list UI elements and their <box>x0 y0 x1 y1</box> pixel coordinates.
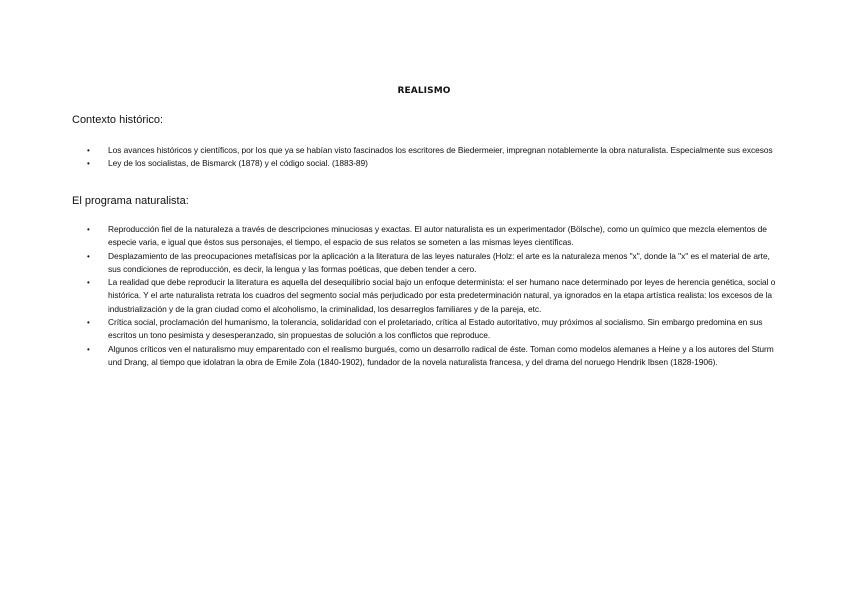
section-heading-programa: El programa naturalista: <box>72 195 189 207</box>
list-item-text: Los avances históricos y científicos, por los que ya se habían visto fascinados los escritores de Biedermeier, impregnan notablemente la obra naturalista. Especialmente sus excesos <box>108 145 773 155</box>
section-heading-contexto: Contexto histórico: <box>72 114 164 126</box>
list-item <box>87 250 777 277</box>
bullet-icon: • <box>87 318 90 328</box>
bullet-icon: • <box>87 251 90 261</box>
list-item <box>87 343 777 370</box>
bullet-icon: • <box>87 146 90 155</box>
bullet-icon: • <box>87 344 90 354</box>
contexto-list <box>87 144 777 171</box>
list-item <box>87 223 777 250</box>
list-item <box>87 276 777 316</box>
bullet-icon: • <box>87 278 90 288</box>
bullet-icon: • <box>87 225 90 234</box>
document-title: REALISMO <box>397 86 451 96</box>
programa-list <box>87 223 777 369</box>
list-item <box>87 144 777 157</box>
list-item-text: Crítica social, proclamación del humanismo, la tolerancia, solidaridad con el proletariado, crítica al Estado autoritativo, muy próximos al socialismo. Sin embargo predomina en sus escritos un tono pesimista y desesperanzado, sin propuestas de solución a los conflictos que reproduce. <box>108 317 763 341</box>
list-item-text: Desplazamiento de las preocupaciones metafísicas por la aplicación a la literatura de las leyes naturales (Holz: el arte es la naturaleza menos "x", donde la "x" es el material de arte, sus condiciones de reproducción, es decir, la lengua y las formas poéticas, que deben tender a cero. <box>108 250 770 274</box>
list-item-text: Ley de los socialistas, de Bismarck (1878) y el código social. (1883-89) <box>108 158 368 169</box>
list-item-text: Algunos críticos ven el naturalismo muy emparentado con el realismo burgués, como un desarrollo radical de éste. Toman como modelos alemanes a Heine y a los autores del Sturm und Drang, al tiempo que idolatran la obra de Emile Zola (1840-1902), fundador de la novela naturalista francesa, y del drama del noruego Hendrik Ibsen (1828-1906). <box>108 343 774 367</box>
bullet-icon: • <box>87 159 90 169</box>
list-item <box>87 157 777 170</box>
list-item-text: Reproducción fiel de la naturaleza a través de descripciones minuciosas y exactas. El autor naturalista es un experimentador (Bölsche), como un químico que mezcla elementos de especie varia, e igual que éstos sus personajes, el tiempo, el espacio de sus relatos se someten a las mismas leyes científicas. <box>108 224 767 248</box>
list-item <box>87 316 777 343</box>
list-item-text: La realidad que debe reproducir la literatura es aquella del desequilibrio social bajo un enfoque determinista: el ser humano nace determinado por leyes de herencia genética, social o histórica. Y el arte naturalista retrata los cuadros del segmento social más perjudicado por esta predeterminación natural, ya ignorados en la etapa artística realista: los excesos de la industrialización y de la gran ciudad como el alcoholismo, la criminalidad, los desarreglos familiares y de la pareja, etc. <box>108 277 776 314</box>
